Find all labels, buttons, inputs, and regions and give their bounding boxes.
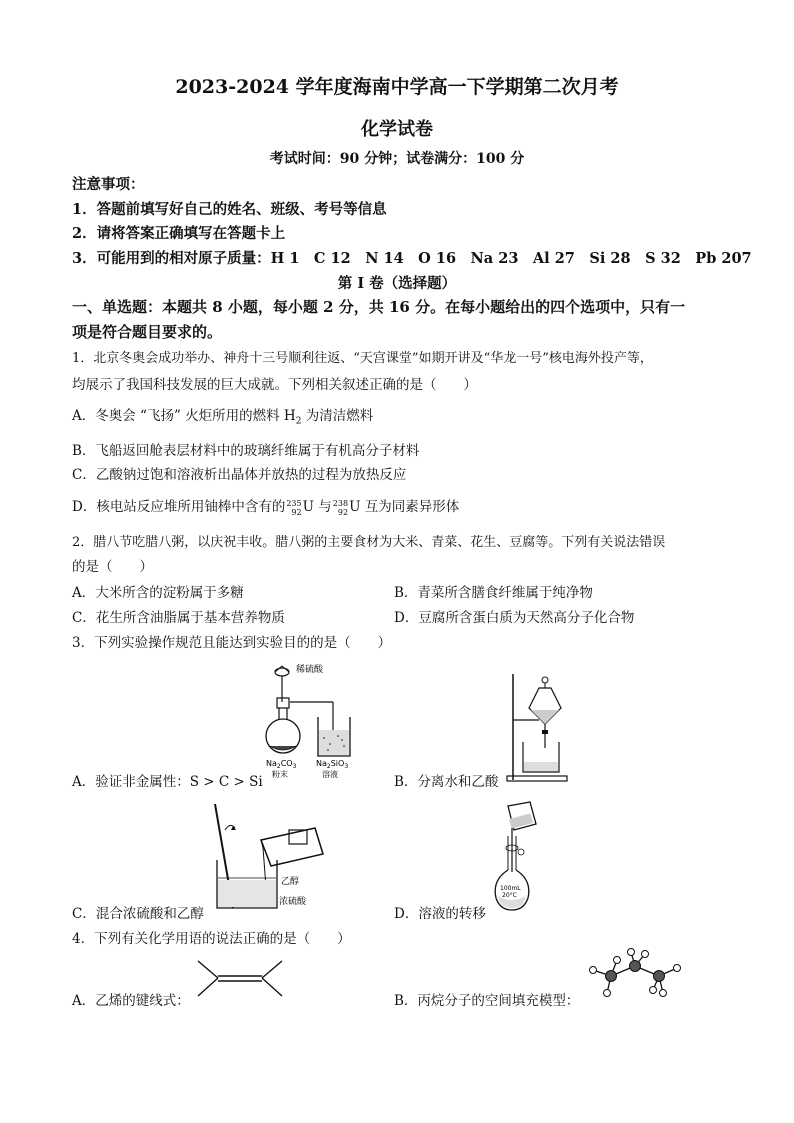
isotope-2-numbers [333,499,348,517]
notice-item-2: 2．请将答案正确填写在答题卡上 [72,225,286,242]
q4-stem: 4．下列有关化学用语的说法正确的是（ ） [72,931,351,947]
q1-stem-line2: 均展示了我国科技发展的巨大成就。下列相关叙述正确的是（ ） [72,377,477,393]
q2-option-b: B．青菜所含膳食纤维属于纯净物 [394,585,593,601]
subject-title: 化学试卷 [361,119,433,140]
q1-option-c: C．乙酸钠过饱和溶液析出晶体并放热的过程为放热反应 [72,467,407,483]
section-line-2: 项是符合题目要求的。 [72,323,223,341]
propane-ball-stick-model [583,948,688,1000]
q2-option-d: D．豆腐所含蛋白质为天然高分子化合物 [394,610,635,626]
q1-option-b: B．飞船返回舱表层材料中的玻璃纤维属于有机高分子材料 [72,443,420,459]
iso2-z: 92 [337,507,349,517]
q3-option-b: B．分离水和乙酸 [394,774,499,790]
ethylene-skeletal-formula [190,956,290,1001]
q1-d-text: D．核电站反应堆所用铀棒中含有的 [72,499,286,515]
q1-a-post: 为清洁燃料 [301,408,374,424]
q2-stem-line1: 2．腊八节吃腊八粥，以庆祝丰收。腊八粥的主要食材为大米、青菜、花生、豆腐等。下列有关说法错误 [72,535,666,550]
fig-d-temp-label: 20°C [502,892,517,899]
q1-a-sub: 2 [295,416,302,427]
notice-item-3: 3．可能用到的相对原子质量：H 1 C 12 N 14 O 16 Na 23 Al 27 Si 28 S 32 Pb 207 [72,250,752,267]
iso2-symbol: U [349,499,361,515]
q2-stem-line2: 的是（ ） [72,559,153,575]
fig-a-powder-label: 粉末 [272,770,288,779]
iso1-mass: 235 [286,498,302,508]
figure-c-mixing [205,800,330,915]
fig-a-acid-label: 稀硫酸 [296,665,324,675]
q3-option-a: A．验证非金属性：S > C > Si [72,774,263,790]
notice-heading: 注意事项： [72,176,145,193]
part1-heading: 第 I 卷（选择题） [337,275,457,292]
q3-option-c: C．混合浓硫酸和乙醇 [72,906,204,922]
exam-meta: 考试时间：90 分钟；试卷满分：100 分 [269,151,525,167]
q2-option-c: C．花生所含油脂属于基本营养物质 [72,610,285,626]
q4-option-b: B．丙烷分子的空间填充模型： [394,993,580,1009]
q1-option-d [72,495,459,517]
fig-a-solution-label: 溶液 [322,770,338,779]
q1-option-a [72,404,373,427]
q1-a-text: A．冬奥会 “飞扬” 火炬所用的燃料 H [72,408,296,424]
figure-d-volumetric-flask [488,800,558,915]
fig-a-na2sio3-label: $Na_2SiO_3$ [316,759,349,770]
q1-d-post: 互为同素异形体 [360,499,460,515]
fig-a-na2co3-label: $Na_2CO_3$ [266,759,297,770]
q4-option-a: A．乙烯的键线式： [72,993,190,1009]
q2-option-a: A．大米所含的淀粉属于多糖 [72,585,244,601]
iso1-symbol: U [302,499,314,515]
q1-d-mid: 与 [314,499,332,515]
fig-d-volume-label: 100mL [500,885,521,892]
iso1-z: 92 [291,507,302,517]
iso2-mass: 238 [332,498,349,508]
notice-item-1: 1．答题前填写好自己的姓名、班级、考号等信息 [72,201,387,218]
q3-stem: 3．下列实验操作规范且能达到实验目的的是（ ） [72,635,392,651]
figure-b-separatory-funnel [505,672,575,782]
exam-title: 2023-2024 学年度海南中学高一下学期第二次月考 [175,76,619,98]
q3-option-d: D．溶液的转移 [394,906,486,922]
section-line-1: 一、单选题：本题共 8 小题，每小题 2 分，共 16 分。在每小题给出的四个选项中，只有一 [72,298,686,316]
q1-stem-line1: 1．北京冬奥会成功举办、神舟十三号顺利往返、“天宫课堂”如期开讲及“华龙一号”核电海外投产等， [72,351,653,366]
fig-c-ethanol-label: 乙醇 [281,877,300,887]
fig-c-acid-label: 浓硫酸 [279,897,307,907]
figure-a-apparatus [258,662,370,780]
isotope-1-numbers [286,499,301,517]
